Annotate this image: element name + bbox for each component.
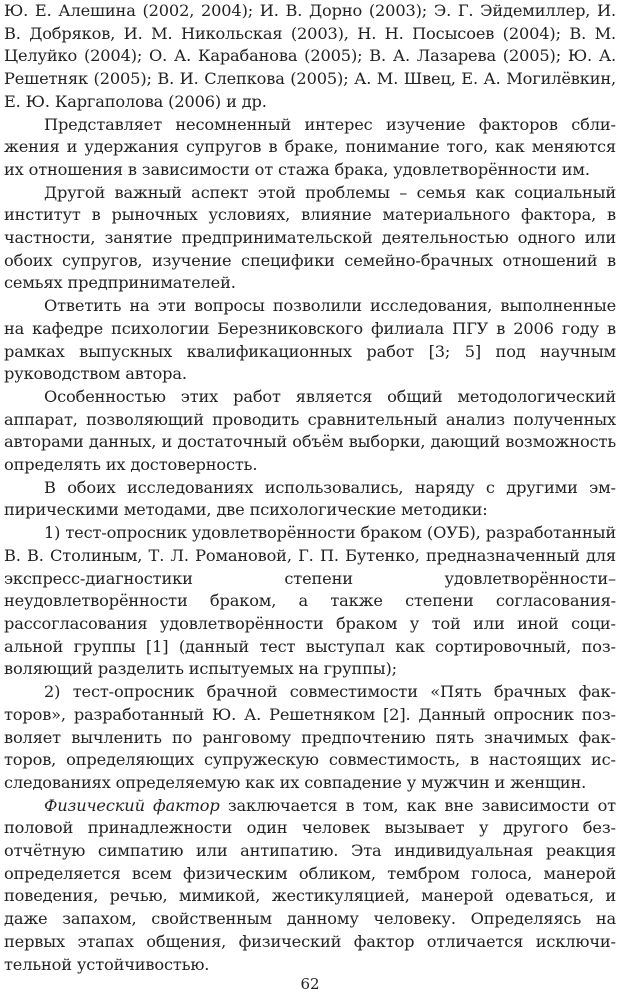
body-text xyxy=(4,0,616,976)
paragraph-methods-intro: В обоих исследованиях использовались, наряду с другими эмпирическими методами, две психологические методики: xyxy=(4,477,616,520)
paragraph-physical-factor xyxy=(4,795,616,977)
term-physical-factor: Физический фактор xyxy=(44,795,220,815)
paragraph-method-1: 1) тест-опросник удовлетворённости браком (ОУБ), разработанный В. В. Столиным, Т. Л. Романовой, Г. П. Бутенко, предназначенный для экспресс-диагностики степени удовлетворённости–неудовлетворённости браком, а также степени согласования-рассогласования удовлетворённости браком у той или иной социальной группы [1] (данный тест выступал как сортировочный, позволяющий разделить испытуемых на группы); xyxy=(4,523,616,679)
paragraph-research-interest: Представляет несомненный интерес изучение факторов сближения и удержания супругов в браке, понимание того, как меняются их отношения в зависимости от стажа брака, удовлетворённости им. xyxy=(4,114,616,179)
paragraph-methodology: Особенностью этих работ является общий методологический аппарат, позволяющий проводить сравнительный анализ полученных авторами данных, и достаточный объём выборки, дающий возможность определять их достоверность. xyxy=(4,386,616,475)
paragraph-social-institute: Другой важный аспект этой проблемы – семья как социальный институт в рыночных условиях, влияние материального фактора, в частности, занятие предпринимательской деятельностью одного или обоих супругов, изучение специфики семейно-брачных отношений в семьях предпринимателей. xyxy=(4,182,616,293)
paragraph-method-2: 2) тест-опросник брачной совместимости «Пять брачных факторов», разработанный Ю. А. Решетняком [2]. Данный опросник позволяет вычленить по ранговому предпочтению пять значимых факторов, определяющих супружескую совместимость, в настоящих исследованиях определяемую как их совпадение у мужчин и женщин. xyxy=(4,682,616,792)
page-number: 62 xyxy=(300,975,320,993)
physical-factor-description: заключается в том, как вне зависимости от половой принадлежности один человек вызывает у другого безотчётную симпатию или антипатию. Эта индивидуальная реакция определяется всем физическим обликом, тембром голоса, манерой поведения, речью, мимикой, жестикуляцией, манерой одеваться, и даже запахом, свойственным данному человеку. Определяясь на первых этапах общения, физический фактор отличается исключительной устойчивостью. xyxy=(4,795,616,974)
paragraph-research-context: Ответить на эти вопросы позволили исследования, выполненные на кафедре психологии Березниковского филиала ПГУ в 2006 году в рамках выпускных квалификационных работ [3; 5] под научным руководством автора. xyxy=(4,296,616,384)
paragraph-author-list: Ю. Е. Алешина (2002, 2004); И. В. Дорно (2003); Э. Г. Эйдемиллер, И. В. Добряков, И. М. Никольская (2003), Н. Н. Посысоев (2004); В. М. Целуйко (2004); О. А. Карабанова (2005); В. А. Лазарева (2005); Ю. А. Решетняк (2005); В. И. Слепкова (2005); А. М. Швец, Е. А. Могилёвкин, Е. Ю. Каргаполова (2006) и др. xyxy=(4,1,616,111)
